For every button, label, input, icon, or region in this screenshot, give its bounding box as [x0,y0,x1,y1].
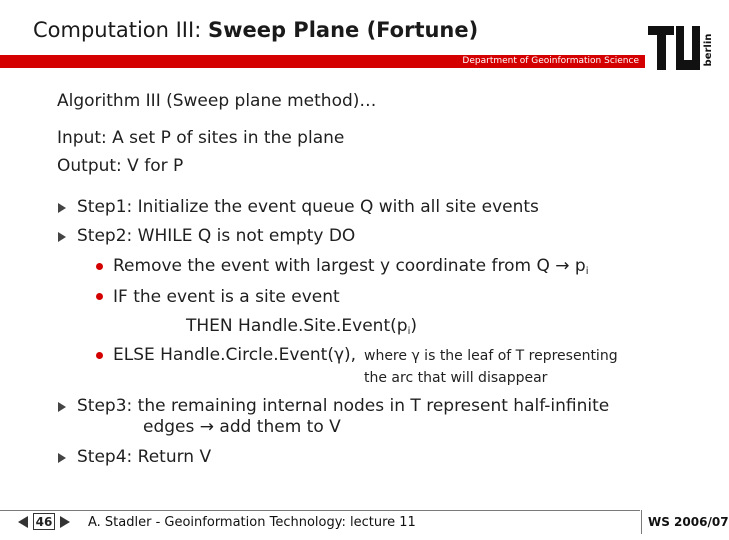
step1-text: Step1: Initialize the event queue Q with all site events [77,197,539,217]
step-arrow-icon [58,203,66,213]
step2-bullet1 [113,256,589,277]
next-slide-icon[interactable] [60,516,70,528]
bullet-dot-icon [96,263,103,270]
department-label: Department of Geoinformation Science [462,56,639,66]
title-prefix: Computation III: [33,18,208,42]
note-line2: the arc that will disappear [364,370,548,386]
step2-bullet2: IF the event is a site event [113,287,340,307]
output-line: Output: V for P [57,156,184,176]
bullet-dot-icon [96,293,103,300]
logo-vertical-text: berlin [703,33,714,67]
step3-line1: Step3: the remaining internal nodes in T represent half-infinite [77,396,610,416]
then-sub: i [407,326,411,337]
step2-text: Step2: WHILE Q is not empty DO [77,226,356,246]
step2-bullet1-sub: i [585,266,589,277]
title-bold: Sweep Plane (Fortune) [207,18,479,42]
footer-semester: WS 2006/07 [648,515,729,529]
previous-slide-icon[interactable] [18,516,28,528]
input-line: Input: A set P of sites in the plane [57,128,345,148]
step-arrow-icon [58,232,66,242]
department-bar [0,55,645,68]
bullet-dot-icon [96,352,103,359]
footer-divider [0,510,640,511]
tu-berlin-logo-icon [648,20,716,76]
then-line [186,316,417,337]
step2-bullet1-text: Remove the event with largest y coordinate from Q → p [113,256,586,276]
step-arrow-icon [58,453,66,463]
footer-author: A. Stadler - Geoinformation Technology: lecture 11 [88,515,416,530]
step4-text: Step4: Return V [77,447,212,467]
slide-title [33,18,478,42]
footer-divider-vertical [641,510,642,534]
then-text: THEN Handle.Site.Event(p [186,316,408,336]
then-close: ) [410,316,417,336]
note-line1: where γ is the leaf of T representing [364,348,618,364]
page-number: 46 [33,513,55,530]
algorithm-heading: Algorithm III (Sweep plane method)… [57,91,377,111]
step3-line2: edges → add them to V [143,417,341,437]
step-arrow-icon [58,402,66,412]
else-line: ELSE Handle.Circle.Event(γ), [113,345,357,365]
